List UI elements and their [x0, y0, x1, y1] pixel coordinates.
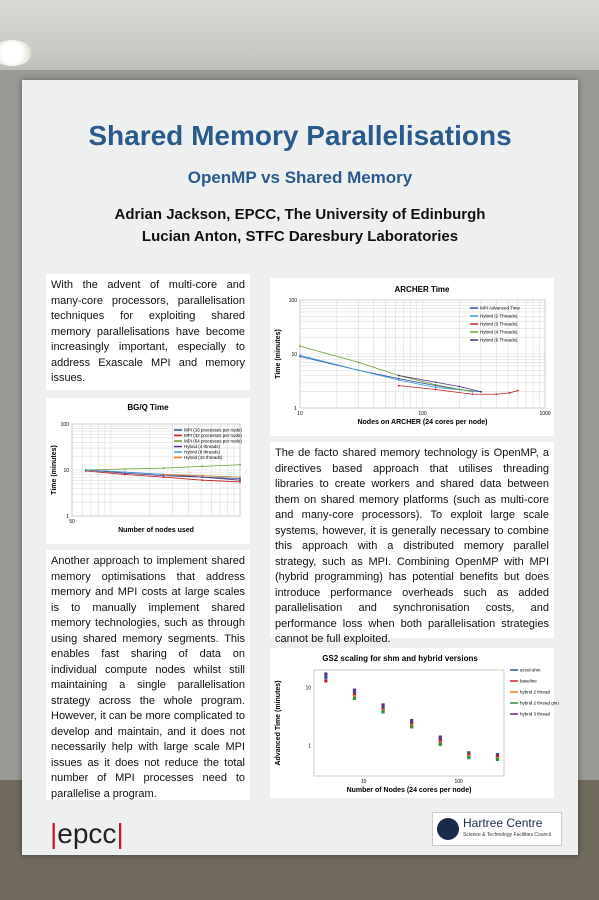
data-point — [381, 710, 384, 713]
data-point — [85, 469, 87, 471]
data-point — [299, 354, 301, 356]
another-text: Another approach to implement shared memory optimisations that address memory and MPI costs at large scales is to manually implement shared memory technologies, such as through using shared memory segments. This enables fast sharing of data on individual compute nodes whilst still maintaining a single parallelisation strategy across the whole program. However, it can be more complicated to develop and maintain, and it does not necessarily help with large scale MPI issues as it does not reduce the total number of MPI processes need to parallelise a program. — [51, 555, 245, 800]
author-line-1: Adrian Jackson, EPCC, The University of Edinburgh — [114, 206, 486, 223]
data-point — [398, 379, 400, 381]
legend-entry: Hybrid (4 Threads) — [480, 329, 518, 335]
openmp-panel — [270, 442, 554, 645]
y-tick-label: 1 — [66, 514, 69, 520]
data-point — [324, 673, 327, 676]
plot-area — [314, 670, 504, 776]
data-point — [398, 385, 400, 387]
legend-entry: accel-shm — [520, 667, 541, 673]
bgq-chart-panel — [46, 398, 250, 544]
chart-title: ARCHER Time — [394, 285, 450, 294]
data-point — [435, 387, 437, 389]
data-point — [458, 386, 460, 388]
data-point — [202, 465, 204, 467]
openmp-text: The de facto shared memory technology is OpenMP, a directives based approach that utilises threading libraries to create workers and shared data between them on shared memory platforms (such as multi-core and many-core processors). To exploit large scale systems, however, it is generally necessary to combine this approach with a distributed memory parallel strategy, such as MPI. Combining OpenMP with MPI (hybrid programming) has potential benefits but does introduce performance overheads such as added parallelisation and synchronisation costs, and performance loss when both parallelisation strategies cannot be full exploited. — [275, 447, 549, 645]
data-point — [439, 736, 442, 739]
data-point — [239, 464, 241, 466]
legend-entry: MPI Advanced Time — [480, 305, 521, 311]
data-point — [495, 393, 497, 395]
x-tick-label: 100 — [418, 411, 427, 417]
y-axis-label: Advanced Time (minutes) — [275, 680, 282, 766]
data-point — [480, 391, 482, 393]
data-point — [467, 756, 470, 759]
data-point — [324, 676, 327, 679]
data-point — [496, 758, 499, 761]
intro-panel — [46, 274, 250, 390]
gs2-chart-panel — [270, 648, 559, 798]
y-tick-label: 100 — [288, 298, 297, 304]
x-axis-label: Number of nodes used — [118, 527, 194, 534]
ceiling — [0, 0, 599, 78]
y-tick-label: 10 — [63, 468, 69, 474]
epcc-logo: |epcc| — [50, 818, 124, 849]
data-point — [353, 689, 356, 692]
bgq-chart — [46, 398, 250, 544]
legend-entry: Hybrid (4 threads) — [184, 444, 221, 449]
hartree-logo — [432, 812, 562, 846]
legend-entry: MPI (32 processes per node) — [184, 433, 243, 438]
y-axis-label: Time (minutes) — [51, 445, 58, 495]
x-axis-label: Number of Nodes (24 cores per node) — [346, 787, 472, 794]
data-point — [239, 476, 241, 478]
archer-chart-panel — [270, 278, 554, 436]
poster — [22, 80, 578, 855]
legend-entry: Hybrid (3 Threads) — [480, 321, 518, 327]
y-axis-label: Time (minutes) — [275, 329, 282, 379]
data-point — [439, 743, 442, 746]
legend-entry: hybrid 3 thread — [520, 711, 551, 717]
data-point — [124, 471, 126, 473]
chart-title: GS2 scaling for shm and hybrid versions — [322, 654, 478, 663]
data-point — [472, 393, 474, 395]
author-line-2: Lucian Anton, STFC Daresbury Laboratories — [141, 228, 459, 245]
data-point — [239, 479, 241, 481]
x-axis-label: Nodes on ARCHER (24 cores per node) — [357, 419, 488, 426]
archer-chart — [270, 278, 554, 436]
data-point — [398, 375, 400, 377]
data-point — [517, 390, 519, 392]
data-point — [358, 369, 360, 371]
poster-title: Shared Memory Parallelisations — [88, 120, 512, 151]
data-point — [353, 697, 356, 700]
data-point — [435, 381, 437, 383]
x-tick-label: 10 — [360, 779, 367, 785]
legend-entry: Hybrid (6 Threads) — [480, 337, 518, 343]
data-point — [124, 468, 126, 470]
y-tick-label: 10 — [291, 352, 297, 358]
data-point — [410, 725, 413, 728]
legend-entry: MPI (16 processes per node) — [184, 427, 243, 433]
data-point — [163, 467, 165, 469]
y-tick-label: 1 — [294, 406, 297, 412]
hartree-emblem-icon — [437, 818, 459, 840]
hartree-subtitle: Science & Technology Facilities Council — [463, 832, 552, 838]
another-panel — [46, 550, 250, 800]
gs2-chart — [270, 648, 559, 798]
data-point — [299, 345, 301, 347]
legend-entry: hybrid 2 thread gnu — [520, 700, 559, 706]
data-point — [435, 384, 437, 386]
x-tick-label: 50 — [69, 519, 75, 525]
legend-entry: Hybrid (8 threads) — [184, 449, 221, 455]
data-point — [435, 389, 437, 391]
legend-entry: baseline — [520, 678, 537, 684]
legend-entry: MPI (64 processes per node) — [184, 438, 243, 444]
data-point — [239, 481, 241, 483]
data-point — [202, 475, 204, 477]
data-point — [472, 391, 474, 393]
x-tick-label: 100 — [454, 779, 463, 785]
y-tick-label: 10 — [305, 685, 311, 692]
data-point — [163, 474, 165, 476]
poster-subtitle: OpenMP vs Shared Memory — [187, 168, 413, 187]
legend-entry: Hybrid (2 Threads) — [480, 313, 518, 319]
intro-text: With the advent of multi-core and many-core processors, parallelisation techniques for exploiting shared memory parallelisations have become increasingly important, especially to address Exascale MPI and memory issues. — [51, 279, 245, 384]
y-tick-label: 1 — [308, 743, 311, 750]
y-tick-label: 100 — [60, 422, 69, 428]
data-point — [410, 719, 413, 722]
chart-title: BG/Q Time — [127, 403, 169, 412]
legend-entry: hybrid 2 thread — [520, 689, 551, 695]
legend-entry: Hybrid (16 threads) — [184, 455, 223, 460]
hartree-name: Hartree Centre — [463, 816, 543, 830]
data-point — [358, 361, 360, 363]
x-tick-label: 1000 — [539, 411, 551, 417]
data-point — [508, 392, 510, 394]
data-point — [381, 703, 384, 706]
data-point — [324, 679, 327, 682]
data-point — [202, 479, 204, 481]
x-tick-label: 10 — [297, 411, 303, 417]
